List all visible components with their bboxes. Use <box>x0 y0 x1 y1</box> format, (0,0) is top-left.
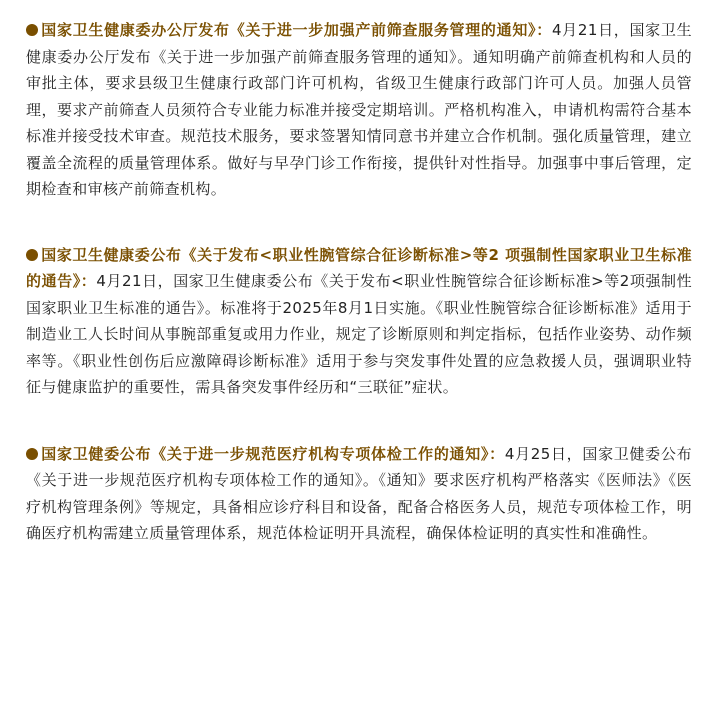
bullet-icon <box>26 249 38 261</box>
news-headline: 国家卫生健康委办公厅发布《关于进一步加强产前筛查服务管理的通知》： <box>41 21 552 39</box>
news-body: 4月25日，国家卫健委公布《关于进一步规范医疗机构专项体检工作的通知》。《通知》要求医疗机构严格落实《医师法》《医疗机构管理条例》等规定，具备相应诊疗科目和设备，配备合格医务人员，规范专项体检工作，明确医疗机构需建立质量管理体系，规范体检证明开具流程，确保体检证明的真实性和准确性。 <box>26 444 692 542</box>
bullet-icon <box>26 24 38 36</box>
news-item <box>26 441 692 547</box>
news-item <box>26 242 692 401</box>
news-document <box>26 0 692 547</box>
news-body: 4月21日，国家卫生健康委办公厅发布《关于进一步加强产前筛查服务管理的通知》。通知明确产前筛查机构和人员的审批主体，要求县级卫生健康行政部门许可机构，省级卫生健康行政部门许可人员。加强人员管理，要求产前筛查人员须符合专业能力标准并接受定期培训。严格机构准入，申请机构需符合基本标准并接受技术审查。规范技术服务，要求签署知情同意书并建立合作机制。强化质量管理，建立覆盖全流程的质量管理体系。做好与早孕门诊工作衔接，提供针对性指导。加强事中事后管理，定期检查和审核产前筛查机构。 <box>26 21 692 198</box>
bullet-icon <box>26 448 38 460</box>
news-item <box>26 17 692 203</box>
news-headline: 国家卫生健康委公布《关于发布<职业性腕管综合征诊断标准>等2 项强制性国家职业卫生标准的通告》： <box>26 245 692 290</box>
news-headline: 国家卫健委公布《关于进一步规范医疗机构专项体检工作的通知》： <box>41 444 505 463</box>
news-body: 4月21日，国家卫生健康委公布《关于发布<职业性腕管综合征诊断标准>等2项强制性国家职业卫生标准的通告》。标准将于2025年8月1日实施。《职业性腕管综合征诊断标准》适用于制造业工人长时间从事腕部重复或用力作业，规定了诊断原则和判定指标，包括作业姿势、动作频率等。《职业性创伤后应激障碍诊断标准》适用于参与突发事件处置的应急救援人员，强调职业特征与健康监护的重要性，需具备突发事件经历和“三联征”症状。 <box>26 272 692 396</box>
